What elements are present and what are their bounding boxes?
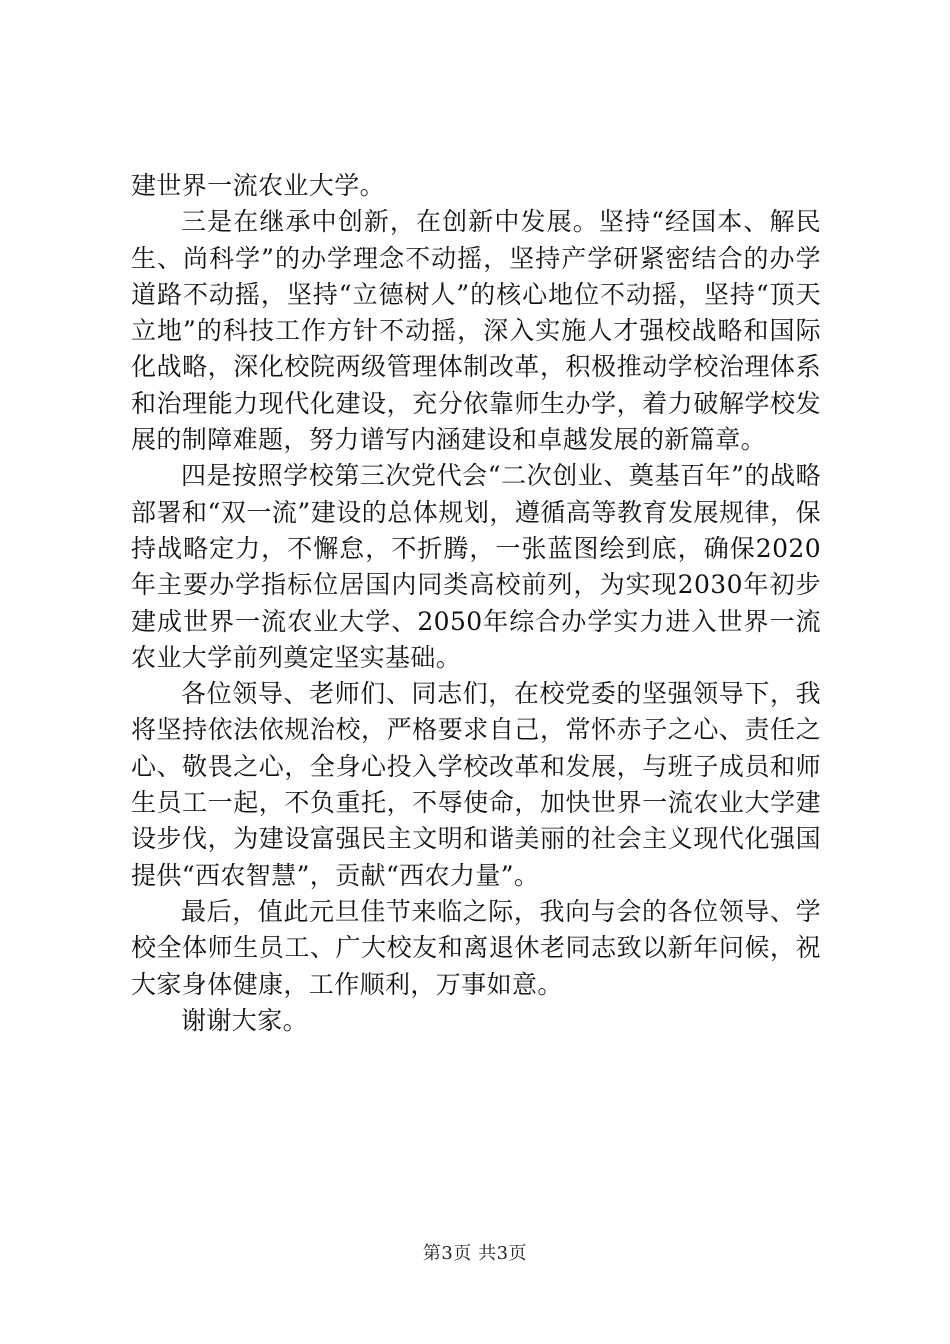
paragraph-continuation: 建世界一流农业大学。 (131, 171, 386, 200)
paragraph-third-point: 三是在继承中创新，在创新中发展。坚持“经国本、解民生、尚科学”的办学理念不动摇，坚持产学研紧密结合的办学道路不动摇，坚持“立德树人”的核心地位不动摇，坚持“顶天立地”的科技工作方针不动摇，深入实施人才强校战略和国际化战略，深化校院两级管理体制改革，积极推动学校治理体系和治理能力现代化建设，充分依靠师生办学，着力破解学校发展的制障难题，努力谱写内涵建设和卓越发展的新篇章。 (131, 207, 821, 455)
paragraph-closing-thanks: 谢谢大家。 (181, 1005, 309, 1035)
paragraph-new-year-greeting: 最后，值此元旦佳节来临之际，我向与会的各位领导、学校全体师生员工、广大校友和离退休老同志致以新年问候，祝大家身体健康，工作顺利，万事如意。 (131, 896, 821, 999)
page-number-footer: 第3页 共3页 (422, 1243, 528, 1264)
document-body (131, 168, 821, 1039)
paragraph-fourth-point: 四是按照学校第三次党代会“二次创业、奠基百年”的战略部署和“双一流”建设的总体规划，遵循高等教育发展规律，保持战略定力，不懈怠，不折腾，一张蓝图绘到底，确保2020年主要办学指标位居国内同类高校前列，为实现2030年初步建成世界一流农业大学、2050年综合办学实力进入世界一流农业大学前列奠定坚实基础。 (131, 461, 821, 672)
paragraph-commitment: 各位领导、老师们、同志们，在校党委的坚强领导下，我将坚持依法依规治校，严格要求自己，常怀赤子之心、责任之心、敬畏之心，全身心投入学校改革和发展，与班子成员和师生员工一起，不负重托，不辱使命，加快世界一流农业大学建设步伐，为建设富强民主文明和谐美丽的社会主义现代化强国提供“西农智慧”，贡献“西农力量”。 (131, 679, 821, 890)
